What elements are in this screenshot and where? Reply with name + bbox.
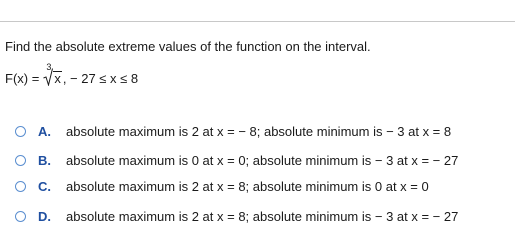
option-letter: C. <box>38 178 51 194</box>
function-lhs: F(x) = <box>5 71 40 86</box>
cube-root <box>43 62 62 86</box>
top-divider <box>0 21 515 22</box>
function-formula <box>5 62 139 86</box>
option-text: absolute maximum is 0 at x = 0; absolute minimum is − 3 at x = − 27 <box>66 152 459 168</box>
option-letter: B. <box>38 152 51 168</box>
option-letter: A. <box>38 123 51 139</box>
option-text: absolute maximum is 2 at x = 8; absolute minimum is 0 at x = 0 <box>66 178 429 194</box>
radio-button-icon[interactable] <box>15 211 26 222</box>
option-c[interactable] <box>15 177 429 195</box>
root-index: 3 <box>46 62 52 72</box>
radio-button-icon[interactable] <box>15 126 26 137</box>
radio-button-icon[interactable] <box>15 155 26 166</box>
option-letter: D. <box>38 208 51 224</box>
option-text: absolute maximum is 2 at x = 8; absolute minimum is − 3 at x = − 27 <box>66 208 459 224</box>
option-a[interactable] <box>15 122 451 140</box>
option-d[interactable] <box>15 207 458 225</box>
radical-sign-icon <box>43 68 53 86</box>
question-prompt: Find the absolute extreme values of the function on the interval. <box>5 39 371 54</box>
radio-button-icon[interactable] <box>15 181 26 192</box>
radicand: x <box>54 71 61 86</box>
function-domain: , − 27 ≤ x ≤ 8 <box>62 71 139 86</box>
option-text: absolute maximum is 2 at x = − 8; absolute minimum is − 3 at x = 8 <box>66 123 452 139</box>
option-b[interactable] <box>15 151 458 169</box>
